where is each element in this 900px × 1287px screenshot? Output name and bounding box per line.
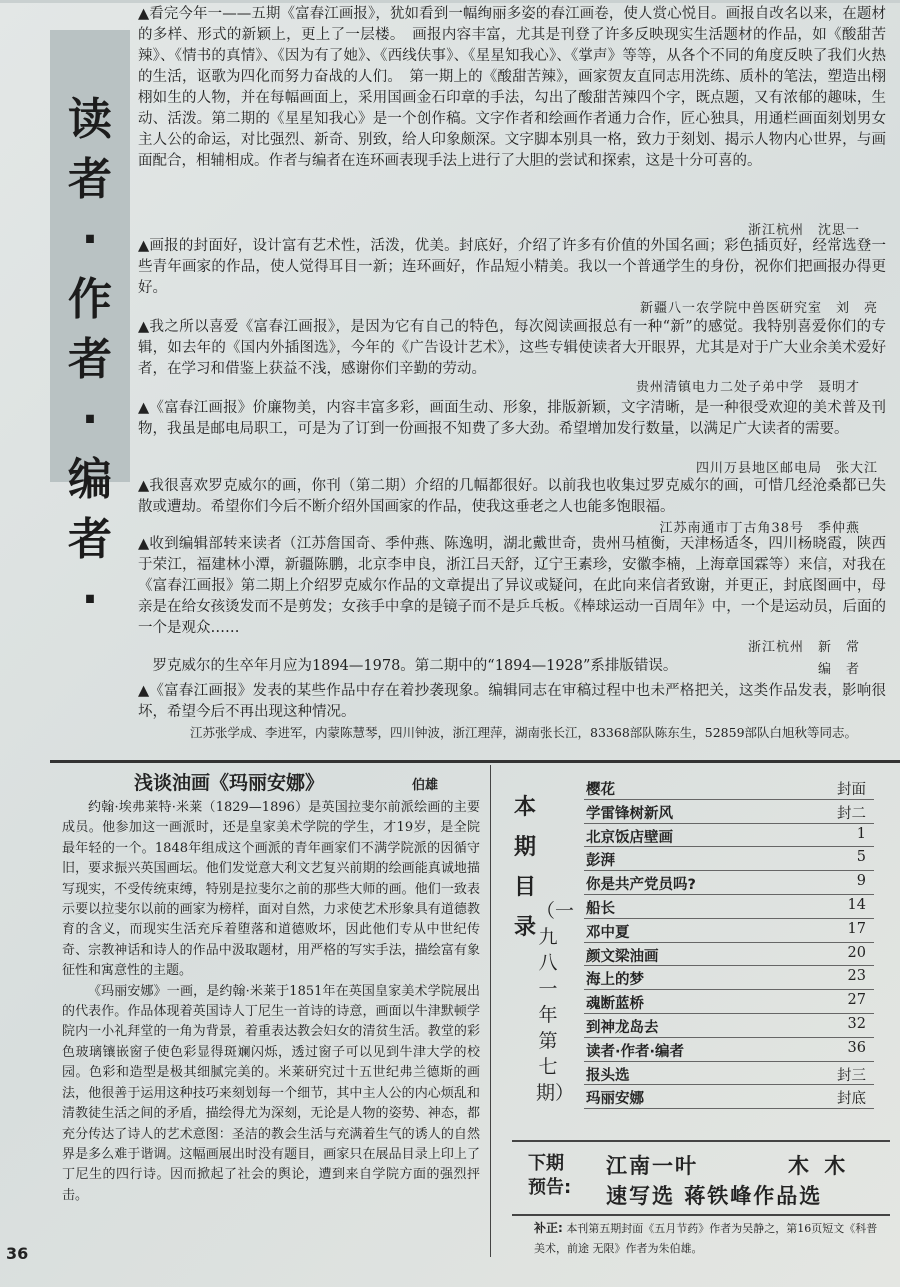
correction-note xyxy=(534,1218,884,1259)
letter-4-signature: 四川万县地区邮电局 张大江 xyxy=(695,461,878,476)
toc-item-title: 樱花 xyxy=(586,782,615,798)
table-of-contents xyxy=(496,768,886,1143)
toc-issue: （一九八一年第七期） xyxy=(536,900,575,1104)
toc-item-title: 彭湃 xyxy=(586,853,615,870)
toc-item-title: 北京饭店壁画 xyxy=(586,829,673,846)
toc-row xyxy=(584,871,874,895)
toc-row xyxy=(584,919,874,943)
letter-3: ▲我之所以喜爱《富春江画报》，是因为它有自己的特色，每次阅读画报总有一种“新”的感觉。我特别喜爱你们的专辑，如去年的《国内外插图选》，今年的《广告设计艺术》，这些专辑使读者大开眼界，尤其是对于广大业余美术爱好者，在学习和借鉴上获益不浅，感谢你们辛勤的劳动。 xyxy=(138,319,886,377)
toc-item-title: 报头选 xyxy=(586,1067,630,1084)
toc-row xyxy=(584,847,874,871)
toc-row xyxy=(584,1085,874,1109)
toc-item-page: 32 xyxy=(847,1015,866,1032)
next-issue-label: 下期预告: xyxy=(528,1153,572,1198)
toc-row xyxy=(584,1062,874,1086)
letter-6: ▲收到编辑部转来读者（江苏詹国奇、季仲燕、陈逸明，湖北戴世奇，贵州马植衡，天津杨适冬，四川杨晓霞，陕西于荣江，福建林小潭，新疆陈鹏，北京李申良，浙江吕天舒，辽宁王素珍，安徽李楠，上海章国霖等）来信，对我在《富春江画报》第二期上介绍罗克威尔作品的文章提出了异议或疑问，在此向来信者致谢，并更正，封底图画中，母亲是在给女孩烫发而不是剪发；女孩手中拿的是镜子而不是乒乓板。《棒球运动一百周年》中，一个是运动员，后面的一个是观众…… xyxy=(138,536,886,636)
column-title: 读者·作者·编者· xyxy=(68,94,112,625)
toc-item-title: 玛丽安娜 xyxy=(586,1091,644,1108)
next-issue-item-3: 速写选 蒋铁峰作品选 xyxy=(606,1183,823,1208)
letter-7: ▲《富春江画报》发表的某些作品中存在着抄袭现象。编辑同志在审稿过程中也未严格把关，这类作品发表，影响很坏，希望今后不再出现这种情况。 xyxy=(138,683,886,720)
article-author: 伯雄 xyxy=(412,778,439,793)
toc-item-page: 5 xyxy=(856,849,866,866)
next-issue-item-2: 木 木 xyxy=(788,1153,850,1178)
article-paragraph-2: 《玛丽安娜》一画，是约翰·米莱于1851年在英国皇家美术学院展出的代表作。作品体现着英国诗人丁尼生一首诗的诗意，画面以牛津默顿学院内一小礼拜堂的一角为背景，着重表达教会妇女的清贫生活。教堂的彩色玻璃镶嵌窗子使色彩显得斑斓闪烁，透过窗子可以见到牛津大学的校园。色彩和造型是极其细腻完美的。米莱研究过十五世纪弗兰德斯的画法，他很善于运用这种技巧来刻划每一个细节，其中主人公的内心烦乱和清教徒生活之间的矛盾，描绘得尤为深刻，无论是人物的姿势、神态，都充分传达了诗人的艺术意图：圣洁的教会生活与充满着生气的诱人的自然界是多么难于谐调。这幅画展出时没有题目，画家只在展品目录上印上了丁尼生的四行诗。因而掀起了社会的舆论，遭到来自学院方面的强烈抨击。 xyxy=(62,983,480,1203)
toc-item-title: 邓中夏 xyxy=(586,924,630,941)
toc-item-title: 海上的梦 xyxy=(586,972,644,989)
letter-2: ▲画报的封面好，设计富有艺术性，活泼，优美。封底好，介绍了许多有价值的外国名画；彩色插页好，经常选登一些青年画家的作品，使人觉得耳目一新；连环画好，作品短小精美。我以一个普通学生的身份，祝你们把画报办得更好。 xyxy=(138,238,886,296)
other-readers: 江苏张学成、李进军，内蒙陈慧琴，四川钟波，浙江理萍，湖南张长江，83368部队陈东生，52859部队白旭秋等同志。 xyxy=(190,725,858,740)
toc-row xyxy=(584,824,874,848)
toc-item-page: 20 xyxy=(847,944,866,961)
letter-4: ▲《富春江画报》价廉物美，内容丰富多彩，画面生动、形象，排版新颖，文字清晰，是一种很受欢迎的美术普及刊物，我虽是邮电局职工，可是为了订到一份画报不知费了多大劲。希望增加发行数量，以满足广大读者的需要。 xyxy=(138,400,886,437)
toc-item-page: 封底 xyxy=(837,1091,866,1108)
section-divider xyxy=(50,760,900,763)
toc-item-title: 船长 xyxy=(586,900,615,917)
toc-item-title: 魂断蓝桥 xyxy=(586,996,644,1013)
toc-item-page: 14 xyxy=(847,896,866,913)
toc-item-title: 读者·作者·编者 xyxy=(586,1043,685,1060)
toc-item-page: 17 xyxy=(847,920,866,937)
article-title: 浅谈油画《玛丽安娜》 xyxy=(134,772,325,794)
toc-row xyxy=(584,1014,874,1038)
next-issue-preview xyxy=(512,1140,890,1216)
toc-item-title: 学雷锋树新风 xyxy=(586,805,673,822)
letter-3-signature: 贵州清镇电力二处子弟中学 聂明才 xyxy=(635,380,860,395)
toc-row xyxy=(584,800,874,824)
editor-reply: 罗克威尔的生卒年月应为1894—1978。第二期中的“1894—1928”系排版错误。 xyxy=(138,658,678,674)
column-divider xyxy=(490,765,491,1257)
article-paragraph-1: 约翰·埃弗莱特·米莱（1829—1896）是英国拉斐尔前派绘画的主要成员。他参加这一画派时，还是皇家美术学院的学生，才19岁，是全院最年轻的一个。1848年组成这个画派的青年画家们不满学院派的因循守旧，要求振兴英国画坛。他们发觉意大利文艺复兴前期的绘画能真诚地描写现实，不受传统束缚，特别是拉斐尔之前的那些大师的画。他们一致表示要以拉斐尔以前的画家为榜样，面对自然，力求使艺术形象具有道德教育的含义，而现实生活充斥着堕落和道德败坏，因此他们专从中世纪传奇、宗教神话和诗人的作品中汲取题材，用严格的写实手法，描绘富有象征性和寓意性的主题。 xyxy=(62,800,480,979)
letter-5: ▲我很喜欢罗克威尔的画，你刊（第二期）介绍的几幅都很好。以前我也收集过罗克威尔的画，可惜几经沧桑都已失散或遭劫。希望你们今后不断介绍外国画家的作品，使我这垂老之人也能多饱眼福。 xyxy=(138,478,886,515)
toc-item-page: 封二 xyxy=(837,805,866,822)
editor-signature: 编 者 xyxy=(817,662,860,677)
toc-list xyxy=(584,776,874,1109)
correction-label: 补正: xyxy=(534,1221,563,1235)
toc-row xyxy=(584,776,874,800)
page-number: 36 xyxy=(6,1244,29,1263)
article xyxy=(62,768,480,1258)
toc-item-page: 1 xyxy=(856,825,866,842)
next-issue-item-1: 江南一叶 xyxy=(606,1153,698,1178)
toc-heading: 本期目录 xyxy=(513,795,536,940)
toc-row xyxy=(584,895,874,919)
toc-row xyxy=(584,990,874,1014)
toc-item-page: 9 xyxy=(856,873,866,890)
toc-item-title: 颜文梁油画 xyxy=(586,948,659,965)
letter-1-signature: 浙江杭州 沈思一 xyxy=(747,223,860,238)
letter-2-signature: 新疆八一农学院中兽医研究室 刘 亮 xyxy=(639,301,878,316)
correction-text: 本刊第五期封面《五月节药》作者为吴静之，第16页短文《科普 美术，前途 无限》作者为朱伯雄。 xyxy=(534,1222,878,1255)
toc-row xyxy=(584,943,874,967)
toc-item-page: 36 xyxy=(847,1039,866,1056)
letter-1: ▲看完今年一——五期《富春江画报》，犹如看到一幅绚丽多姿的春江画卷，使人赏心悦目。画报自改名以来，在题材的多样、形式的新颖上，更上了一层楼。 画报内容丰富，尤其是刊登了许多反映现实生活题材的作品，如《酸甜苦辣》、《情书的真情》、《因为有了她》、《西线伕事》、《星星知我心》、《掌声》等等，从各个不同的角度反映了我们火热的生活，讴歌为四化而努力奋战的人们。 第一期上的《酸甜苦辣》，画家贺友直同志用洗练、质朴的笔法，塑造出栩栩如生的人物，并在每幅画面上，采用国画金石印章的手法，勾出了酸甜苦辣四个字，既点题，又有浓郁的趣味，生动、活泼。第二期的《星星知我心》是一个创作稿。文字作者和绘画作者通力合作，匠心独具，用通栏画面刻划男女主人公的命运，对比强烈、新奇、别致，给人印象颇深。文字脚本别具一格，致力于刻划、揭示人物内心世界，与画面配合，相辅相成。作者与编者在连环画表现手法上进行了大胆的尝试和探索，这是十分可喜的。 xyxy=(138,6,886,169)
letter-6-signature: 浙江杭州 新 常 xyxy=(747,640,860,655)
letter-5-signature: 江苏南通市丁古角38号 季仲燕 xyxy=(659,521,860,536)
toc-item-page: 封面 xyxy=(837,782,866,798)
article-body xyxy=(62,798,480,1206)
toc-item-title: 到神龙岛去 xyxy=(586,1019,659,1036)
toc-item-page: 27 xyxy=(847,992,866,1009)
top-edge xyxy=(0,0,900,3)
toc-item-title: 你是共产党员吗? xyxy=(586,877,696,894)
toc-item-page: 封三 xyxy=(837,1067,866,1084)
toc-row xyxy=(584,966,874,990)
toc-item-page: 23 xyxy=(847,968,866,985)
toc-row xyxy=(584,1038,874,1062)
